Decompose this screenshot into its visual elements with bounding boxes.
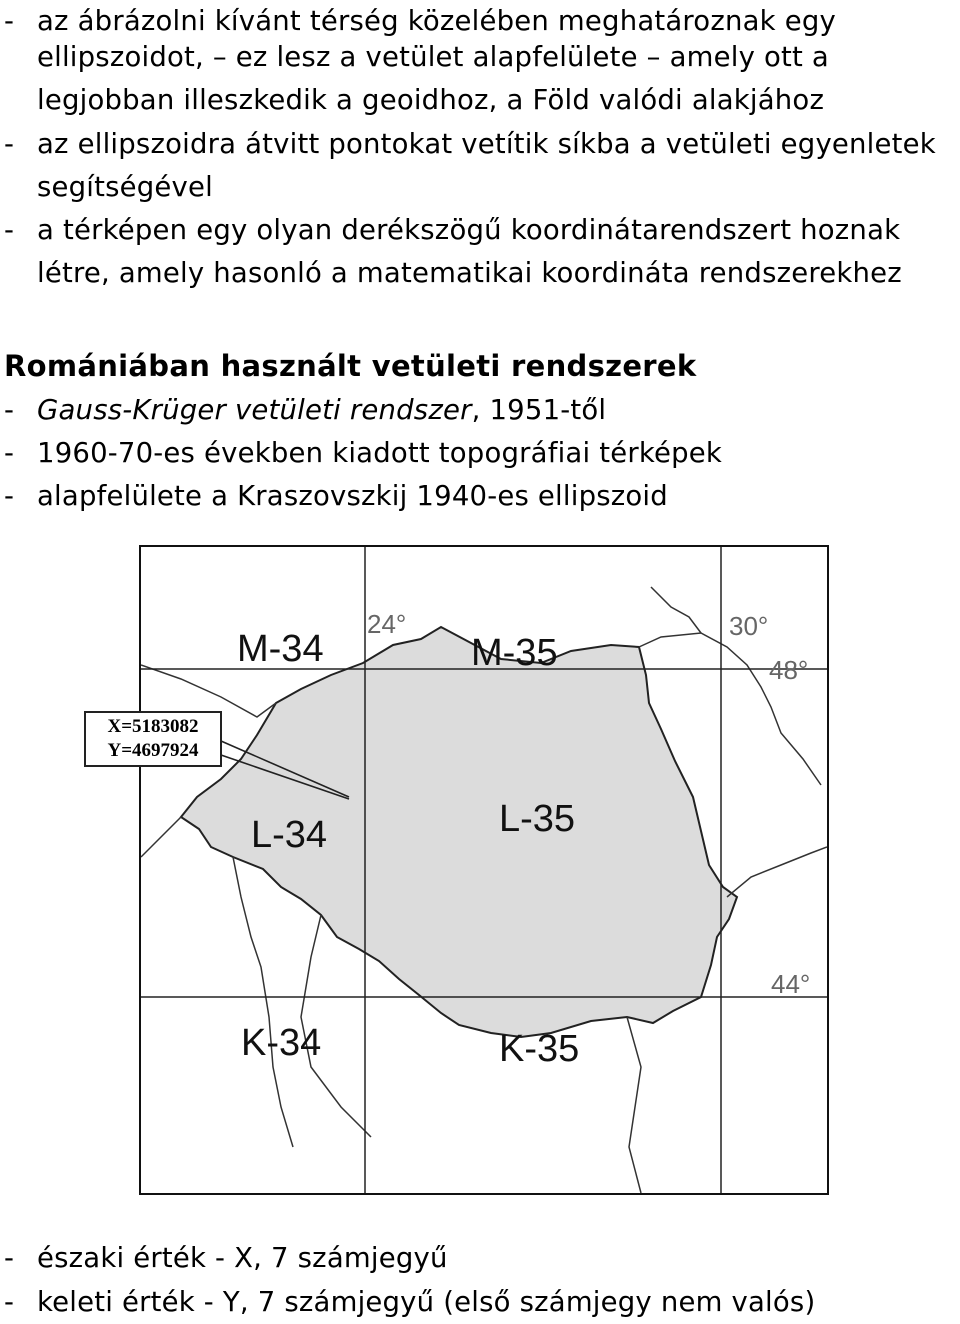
section-item-1: - Gauss-Krüger vetületi rendszer, 1951-től [4, 394, 607, 426]
border-line-west [141, 665, 276, 717]
meridian-label-24: 24° [367, 609, 407, 639]
border-line-south-west-serbia [233, 857, 293, 1147]
parallel-label-44: 44° [771, 969, 811, 999]
section-heading: Romániában használt vetületi rendszerek [4, 349, 697, 383]
section-item-3: - alapfelülete a Kraszovszkij 1940-es ellipszoid [4, 480, 668, 512]
coordinate-x: X=5183082 [107, 716, 199, 737]
sheet-label-m35: M-35 [471, 632, 558, 674]
intro-item-1-line-2: ellipszoidot, – ez lesz a vetület alapfelülete – amely ott a [37, 41, 829, 73]
footer-item-2: - keleti érték - Y, 7 számjegyű (első számjegy nem valós) [4, 1286, 816, 1318]
sheet-label-l34: L-34 [251, 814, 328, 856]
intro-item-3-line-1: - a térképen egy olyan derékszögű koordinátarendszert hoznak [4, 214, 901, 246]
map-svg [141, 547, 827, 1193]
section-item-2: - 1960-70-es években kiadott topográfiai térképek [4, 437, 723, 469]
border-line-danube [627, 1017, 641, 1193]
sheet-label-k35: K-35 [499, 1028, 580, 1070]
intro-item-3-line-2: létre, amely hasonló a matematikai koordináta rendszerekhez [37, 257, 902, 289]
intro-item-1-line-3: legjobban illeszkedik a geoidhoz, a Föld valódi alakjához [37, 84, 825, 116]
intro-item-1-line-1: - az ábrázolni kívánt térség közelében meghatároznak egy [4, 5, 836, 37]
intro-item-2-line-2: segítségével [37, 171, 213, 203]
parallel-label-48: 48° [769, 655, 809, 685]
intro-item-2-line-1: - az ellipszoidra átvitt pontokat vetítik síkba a vetületi egyenletek [4, 128, 936, 160]
border-line-northeast [651, 587, 701, 633]
border-line-southwest [141, 817, 181, 857]
sheet-label-k34: K-34 [241, 1022, 322, 1064]
sheet-label-m34: M-34 [237, 628, 324, 670]
coordinate-y: Y=4697924 [107, 740, 199, 761]
sheet-label-l35: L-35 [499, 798, 576, 840]
meridian-label-30: 30° [729, 611, 769, 641]
footer-item-1: - északi érték - X, 7 számjegyű [4, 1242, 448, 1274]
coordinate-callout [84, 711, 222, 767]
map-figure [139, 545, 829, 1195]
border-line-east-inner [727, 847, 827, 897]
